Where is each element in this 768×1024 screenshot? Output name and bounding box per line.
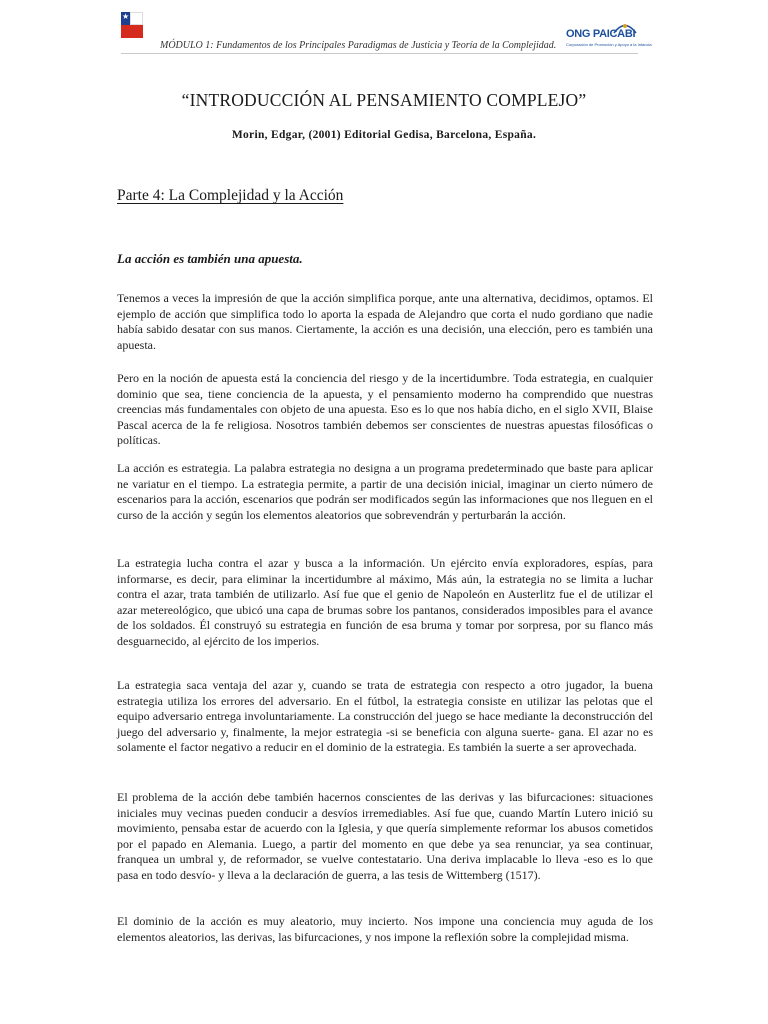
- part-heading: Parte 4: La Complejidad y la Acción: [117, 187, 344, 204]
- paragraph-3: La acción es estrategia. La palabra estrategia no designa a un programa predeterminado que baste para aplicar ne variatur en el tiempo. La estrategia permite, a partir de una decisión inicial, imaginar un cierto número de escenarios para la acción, escenarios que podrán ser modificados según las informaciones que nos lleguen en el curso de la acción y según los elementos aleatorios que sobrevendrán y perturbarán la acción.: [117, 461, 653, 522]
- ong-paicabi-logo-icon: [566, 20, 652, 50]
- paragraph-1: Tenemos a veces la impresión de que la acción simplifica porque, ante una alternativa, decidimos, optamos. El ejemplo de acción que simplifica todo lo aporta la espada de Alejandro que corta el nudo gordiano que nadie había sabido desatar con sus manos. Ciertamente, la acción es una decisión, una elección, pero es también una apuesta.: [117, 291, 653, 352]
- module-header-text: MÓDULO 1: Fundamentos de los Principales Paradigmas de Justicia y Teoría de la Complejidad.: [160, 40, 557, 51]
- chile-government-logo-icon: ★: [121, 12, 143, 38]
- paragraph-6: El problema de la acción debe también hacernos conscientes de las derivas y las bifurcaciones: situaciones iniciales muy vecinas pueden conducir a desvíos irremediables. Así fue que, cuando Martín Lutero inició su movimiento, pensaba estar de acuerdo con la Iglesia, y que quería simplemente reformar los abusos cometidos por el papado en Alemania. Luego, a partir del momento en que debe ya sea renunciar, ya sea continuar, franquea un umbral y, de reformador, se vuelve contestatario. Una deriva implacable lo lleva -eso es lo que pasa en todo desvío- y lleva a la declaración de guerra, a las tesis de Wittemberg (1517).: [117, 790, 653, 882]
- paragraph-7: El dominio de la acción es muy aleatorio, muy incierto. Nos impone una conciencia muy aguda de los elementos aleatorios, las derivas, las bifurcaciones, y nos impone la reflexión sobre la complejidad misma.: [117, 914, 653, 944]
- paragraph-4: La estrategia lucha contra el azar y busca a la información. Un ejército envía exploradores, espías, para informarse, es decir, para eliminar la incertidumbre al máximo, Más aún, la estrategia no se limita a luchar contra el azar, trata también de utilizarlo. Así fue que el genio de Napoleón en Austerlitz fue el de utilizar el azar metereológico, que ubicó una capa de brumas sobre los pantanos, considerados imposibles para el avance de los soldados. Él construyó su estrategia en función de esa bruma y tomar por sorpresa, por su flanco más desguarnecido, al ejército de los imperios.: [117, 556, 653, 648]
- document-citation: Morin, Edgar, (2001) Editorial Gedisa, Barcelona, España.: [231, 129, 537, 141]
- page-header: [0, 0, 768, 62]
- paragraph-5: La estrategia saca ventaja del azar y, cuando se trata de estrategia con respecto a otro jugador, la buena estrategia utiliza los errores del adversario. En el fútbol, la estrategia consiste en utilizar las pelotas que el equipo adversario entrega involuntariamente. La construcción del juego se hace mediante la deconstrucción del juego del adversario y, finalmente, la mejor estrategia -si se beneficia con alguna suerte- gana. El azar no es solamente el factor negativo a reducir en el dominio de la estrategia. Es también la suerte a ser aprovechada.: [117, 678, 653, 754]
- document-title: “INTRODUCCIÓN AL PENSAMIENTO COMPLEJO”: [181, 90, 587, 110]
- ong-logo-tagline: Corporación de Promoción y Apoyo a la Infancia: [566, 42, 652, 47]
- ong-logo-name: ONG PAICABI: [566, 28, 636, 40]
- header-divider: [121, 53, 638, 54]
- paragraph-2: Pero en la noción de apuesta está la conciencia del riesgo y de la incertidumbre. Toda estrategia, en cualquier dominio que sea, tiene conciencia de la apuesta, y el pensamiento moderno ha comprendido que nuestras creencias más fundamentales con objeto de una apuesta. Eso es lo que nos había dicho, en el siglo XVII, Blaise Pascal acerca de la fe religiosa. Nosotros también debemos ser conscientes de nuestras apuestas filosóficas o políticas.: [117, 371, 653, 447]
- section-heading: La acción es también una apuesta.: [117, 251, 303, 266]
